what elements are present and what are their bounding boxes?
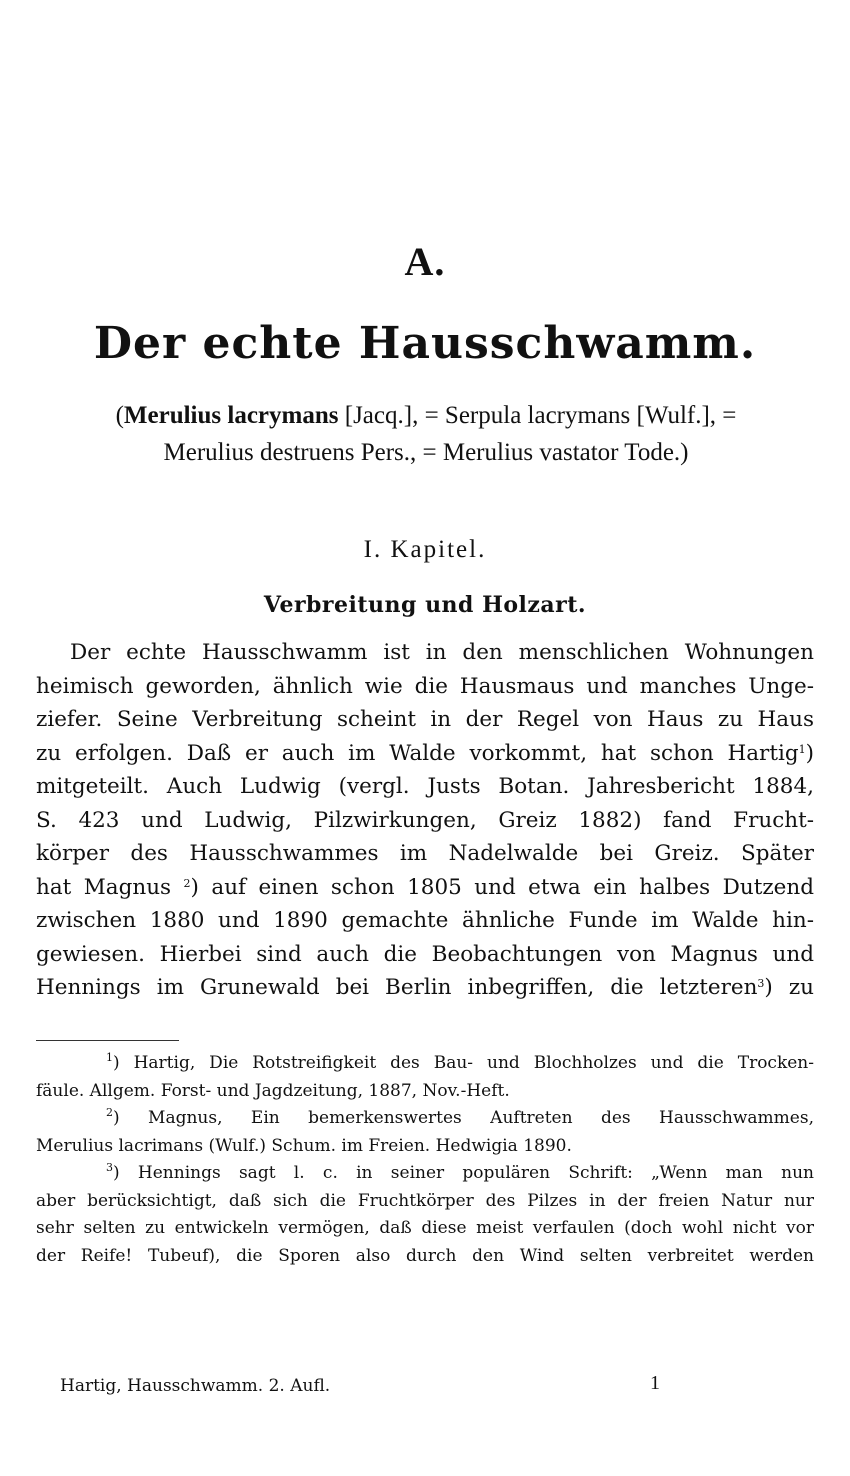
synonym-line-1-rest: [Jacq.], = Serpula lacrymans [Wulf.], = [344,402,737,429]
body-line: Der echte Hausschwamm ist in den menschlichen Wohnungen [70,640,814,665]
footnote-3-line: aber berücksichtigt, daß sich die Fruchtkörper des Pilzes in der freien Natur nur [36,1190,814,1211]
body-line-text: hat Magnus [36,874,172,900]
footnote-text: ) Magnus, Ein bemerkenswertes Auftreten des Hausschwammes, [113,1108,814,1128]
body-line: zwischen 1880 und 1890 gemachte ähnliche Funde im Walde hin- [36,908,814,933]
section-subtitle: Verbreitung und Holzart. [263,592,587,618]
footnote-paren: ) [113,1053,120,1073]
footnote-ref: 2 [183,876,191,890]
footnote-mark: 3 [106,1161,113,1174]
body-line: S. 423 und Ludwig, Pilzwirkungen, Greiz 1882) fand Frucht- [36,807,814,833]
footnote-3-line: der Reife! Tubeuf), die Sporen also durch den Wind selten verbreitet werden [36,1245,814,1266]
chapter-label: I. Kapitel. [363,536,487,563]
body-line-rest: ) zu [764,975,814,1000]
body-line: mitgeteilt. Auch Ludwig (vergl. Justs Botan. Jahresbericht 1884, [36,774,814,799]
chapter-title: Der echte Hausschwamm. [93,318,757,369]
open-paren: ( [115,402,124,429]
footnote-2-line [36,1105,814,1133]
running-footer: Hartig, Hausschwamm. 2. Aufl. [60,1376,331,1396]
footnote-mark: 2 [106,1106,113,1119]
footnote-text: ) Hennings sagt l. c. in seiner populären Schrift: „Wenn man nun [113,1163,814,1183]
body-paragraph [36,636,814,1005]
footnote-mark: 1 [106,1051,113,1064]
footnote-1-line [36,1050,814,1078]
body-line: heimisch geworden, ähnlich wie die Hausmaus und manches Unge- [36,673,814,699]
section-letter: A. [404,239,446,284]
body-line-text: Hennings im Grunewald bei Berlin inbegriffen, die letzteren [36,975,758,1000]
footnote-1-line: fäule. Allgem. Forst- und Jagdzeitung, 1887, Nov.-Heft. [36,1080,510,1101]
footnote-ref: 3 [757,977,765,990]
footnote-text: Hartig, Die Rotstreifigkeit des Bau- und Blochholzes und die Trocken- [133,1053,814,1073]
footnote-3-line [36,1160,814,1188]
body-line [36,737,814,771]
footnote-3-line: sehr selten zu entwickeln vermögen, daß diese meist verfaulen (doch wohl nicht vor [36,1218,814,1238]
synonym-line-1 [36,397,816,434]
synonym-block [36,397,816,471]
page-number: 1 [650,1372,660,1394]
footnote-2-line: Merulius lacrimans (Wulf.) Schum. im Freien. Hedwigia 1890. [36,1135,572,1156]
body-line: ziefer. Seine Verbreitung scheint in der Regel von Haus zu Haus [36,707,814,732]
body-line-rest: ) auf einen schon 1805 und etwa ein halbes Dutzend [190,874,814,900]
footnote-divider [36,1040,179,1041]
body-line [36,871,814,905]
body-line [36,971,814,1005]
synonym-line-2: Merulius destruens Pers., = Merulius vastator Tode.) [163,439,689,466]
footnote-ref: 1 [798,742,806,756]
body-line: gewiesen. Hierbei sind auch die Beobachtungen von Magnus und [36,941,814,967]
body-line-text: zu erfolgen. Daß er auch im Walde vorkommt, hat schon Hartig [36,740,799,766]
body-line: körper des Hausschwammes im Nadelwalde bei Greiz. Später [36,841,814,866]
body-line-suffix: ) [805,740,814,766]
species-name: Merulius lacrymans [123,402,339,429]
footnotes [36,1050,814,1270]
